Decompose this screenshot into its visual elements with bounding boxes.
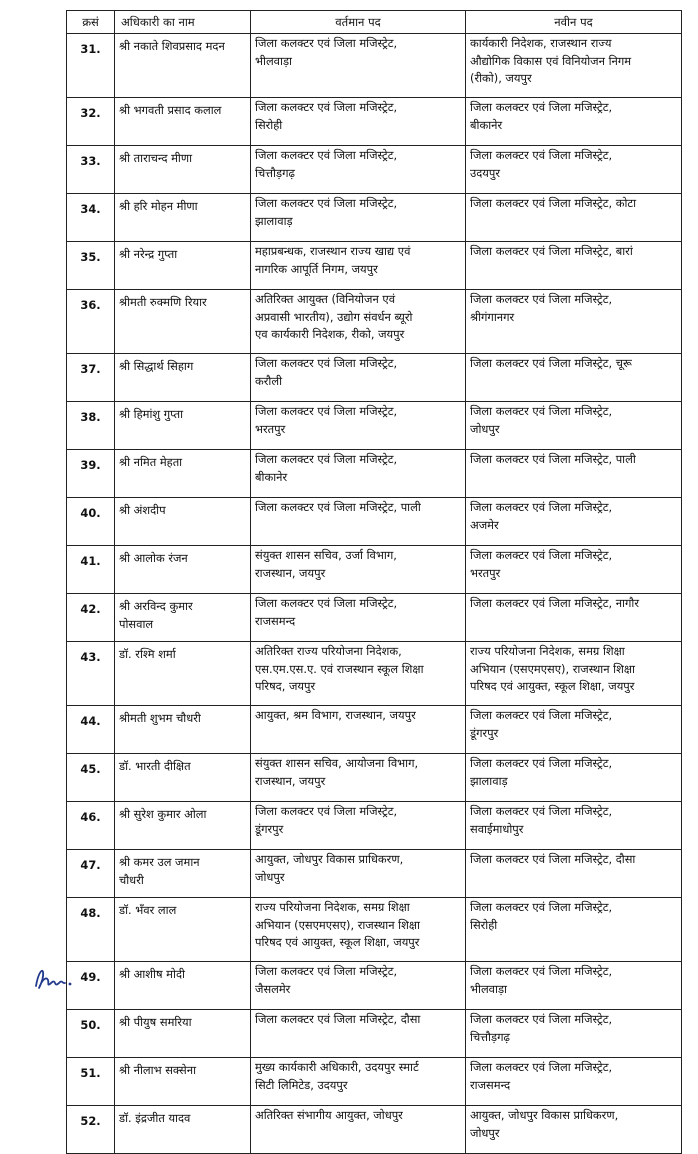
officer-name-line: श्री सिद्धार्थ सिहाग: [119, 359, 194, 373]
new-post-line: डूंगरपुर: [470, 725, 499, 740]
table-row: [67, 498, 682, 546]
current-post-line: परिषद, जयपुर: [255, 679, 316, 693]
new-post-line: सवाईमाधोपुर: [470, 821, 524, 836]
current-post-cell: [251, 1106, 466, 1154]
new-post-line: श्रीगंगानगर: [470, 309, 515, 324]
current-post-cell: [251, 450, 466, 498]
new-post-line: चित्तौड़गढ़: [470, 1029, 510, 1044]
officer-name-line: श्री आशीष मोदी: [119, 967, 185, 981]
serial-number: 31.: [67, 34, 115, 98]
current-post-cell: [251, 962, 466, 1010]
new-post-line: भरतपुर: [470, 565, 501, 580]
table-row: [67, 194, 682, 242]
new-post-line: जिला कलक्टर एवं जिला मजिस्ट्रेट, चूरू: [470, 356, 632, 370]
new-post-cell: [466, 242, 682, 290]
current-post-line: जिला कलक्टर एवं जिला मजिस्ट्रेट,: [255, 36, 398, 50]
current-post-cell: [251, 146, 466, 194]
new-post-cell: [466, 962, 682, 1010]
current-post-line: जिला कलक्टर एवं जिला मजिस्ट्रेट,: [255, 356, 398, 370]
officer-name-line: श्रीमती शुभम चौधरी: [119, 711, 201, 725]
current-post-line: डूंगरपुर: [255, 821, 284, 836]
new-post-cell: [466, 354, 682, 402]
serial-number: 38.: [67, 402, 115, 450]
table-row: [67, 802, 682, 850]
new-post-line: जिला कलक्टर एवं जिला मजिस्ट्रेट,: [470, 404, 613, 418]
current-post-line: संयुक्त शासन सचिव, उर्जा विभाग,: [255, 548, 397, 562]
serial-number: 40.: [67, 498, 115, 546]
new-post-line: जोधपुर: [470, 1125, 500, 1140]
new-post-line: जिला कलक्टर एवं जिला मजिस्ट्रेट, पाली: [470, 452, 636, 466]
officer-name-line: श्री आलोक रंजन: [119, 551, 188, 565]
new-post-cell: [466, 850, 682, 898]
serial-number: 52.: [67, 1106, 115, 1154]
posting-table: [66, 10, 682, 1154]
table-row: [67, 850, 682, 898]
new-post-line: जिला कलक्टर एवं जिला मजिस्ट्रेट, कोटा: [470, 196, 637, 210]
current-post-line: राजस्थान, जयपुर: [255, 565, 326, 580]
new-post-line: जोधपुर: [470, 421, 500, 436]
new-post-line: जिला कलक्टर एवं जिला मजिस्ट्रेट,: [470, 148, 613, 162]
new-post-line: झालावाड़: [470, 773, 508, 788]
table-row: [67, 242, 682, 290]
current-post-cell: [251, 1058, 466, 1106]
officer-name-cell: [115, 98, 251, 146]
officer-name-line: श्री भगवती प्रसाद कलाल: [119, 103, 222, 117]
officer-name-cell: [115, 354, 251, 402]
new-post-cell: [466, 290, 682, 354]
current-post-cell: [251, 1010, 466, 1058]
new-post-line: राज्य परियोजना निदेशक, समग्र शिक्षा: [470, 644, 625, 658]
current-post-line: झालावाड़: [255, 213, 293, 228]
officer-name-cell: [115, 754, 251, 802]
new-post-line: जिला कलक्टर एवं जिला मजिस्ट्रेट,: [470, 964, 613, 978]
current-post-line: जिला कलक्टर एवं जिला मजिस्ट्रेट,: [255, 196, 398, 210]
current-post-line: एव कार्यकारी निदेशक, रीको, जयपुर: [255, 327, 405, 341]
serial-number: 42.: [67, 594, 115, 642]
current-post-line: भरतपुर: [255, 421, 286, 436]
table-row: [67, 290, 682, 354]
officer-name-line: श्रीमती रुक्मणि रियार: [119, 295, 207, 309]
new-post-line: औद्योगिक विकास एवं विनियोजन निगम: [470, 53, 632, 68]
current-post-cell: [251, 290, 466, 354]
current-post-line: नागरिक आपूर्ति निगम, जयपुर: [255, 261, 378, 276]
officer-name-line: डॉ. रश्मि शर्मा: [119, 647, 176, 661]
officer-name-line: श्री हिमांशु गुप्ता: [119, 407, 184, 421]
current-post-line: संयुक्त शासन सचिव, आयोजना विभाग,: [255, 756, 419, 770]
current-post-line: अतिरिक्त संभागीय आयुक्त, जोधपुर: [255, 1108, 403, 1122]
table-row: [67, 354, 682, 402]
new-post-cell: [466, 194, 682, 242]
new-post-line: जिला कलक्टर एवं जिला मजिस्ट्रेट, दौसा: [470, 852, 636, 866]
current-post-line: सिटी लिमिटेड, उदयपुर: [255, 1077, 348, 1092]
officer-name-line: श्री ताराचन्द मीणा: [119, 151, 193, 165]
current-post-cell: [251, 498, 466, 546]
officer-name-cell: [115, 242, 251, 290]
current-post-cell: [251, 354, 466, 402]
serial-number: 36.: [67, 290, 115, 354]
current-post-cell: [251, 754, 466, 802]
new-post-line: परिषद एवं आयुक्त, स्कूल शिक्षा, जयपुर: [470, 679, 635, 693]
current-post-line: जिला कलक्टर एवं जिला मजिस्ट्रेट,: [255, 148, 398, 162]
new-post-line: सिरोही: [470, 917, 498, 932]
officer-name-line: श्री हरि मोहन मीणा: [119, 199, 198, 213]
serial-number: 34.: [67, 194, 115, 242]
officer-name-cell: [115, 850, 251, 898]
serial-number: 44.: [67, 706, 115, 754]
serial-number: 33.: [67, 146, 115, 194]
table-row: [67, 1058, 682, 1106]
officer-name-line: श्री कमर उल जमान: [119, 855, 200, 869]
officer-name-line: श्री सुरेश कुमार ओला: [119, 807, 207, 821]
new-post-line: जिला कलक्टर एवं जिला मजिस्ट्रेट,: [470, 1012, 613, 1026]
officer-name-cell: [115, 146, 251, 194]
new-post-line: उदयपुर: [470, 165, 501, 180]
serial-number: 47.: [67, 850, 115, 898]
new-post-cell: [466, 802, 682, 850]
officer-name-line: श्री पीयुष समरिया: [119, 1015, 192, 1029]
table-body: [67, 34, 682, 1154]
officer-name-cell: [115, 34, 251, 98]
serial-number: 45.: [67, 754, 115, 802]
new-post-cell: [466, 754, 682, 802]
header-new-post: नवीन पद: [466, 11, 682, 34]
table-row: [67, 898, 682, 962]
current-post-cell: [251, 194, 466, 242]
current-post-cell: [251, 402, 466, 450]
officer-name-cell: [115, 498, 251, 546]
officer-name-cell: [115, 402, 251, 450]
new-post-line: जिला कलक्टर एवं जिला मजिस्ट्रेट,: [470, 292, 613, 306]
current-post-line: चित्तौड़गढ़: [255, 165, 295, 180]
current-post-line: राजस्थान, जयपुर: [255, 773, 326, 788]
current-post-cell: [251, 898, 466, 962]
current-post-cell: [251, 594, 466, 642]
current-post-line: जिला कलक्टर एवं जिला मजिस्ट्रेट,: [255, 404, 398, 418]
new-post-line: जिला कलक्टर एवं जिला मजिस्ट्रेट,: [470, 1060, 613, 1074]
table-row: [67, 642, 682, 706]
officer-name-cell: [115, 962, 251, 1010]
officer-name-line: पोसवाल: [119, 616, 154, 631]
serial-number: 39.: [67, 450, 115, 498]
new-post-line: अजमेर: [470, 517, 499, 532]
table-row: [67, 546, 682, 594]
officer-name-line: श्री अंशदीप: [119, 503, 166, 517]
current-post-line: जिला कलक्टर एवं जिला मजिस्ट्रेट,: [255, 596, 398, 610]
new-post-cell: [466, 1058, 682, 1106]
current-post-line: महाप्रबन्धक, राजस्थान राज्य खाद्य एवं: [255, 244, 411, 258]
new-post-cell: [466, 402, 682, 450]
officer-name-line: श्री नमित मेहता: [119, 455, 183, 469]
current-post-line: जिला कलक्टर एवं जिला मजिस्ट्रेट,: [255, 804, 398, 818]
new-post-line: जिला कलक्टर एवं जिला मजिस्ट्रेट, बारां: [470, 244, 633, 258]
serial-number: 37.: [67, 354, 115, 402]
current-post-line: जैसलमेर: [255, 981, 291, 996]
current-post-cell: [251, 802, 466, 850]
new-post-cell: [466, 594, 682, 642]
current-post-cell: [251, 98, 466, 146]
serial-number: 41.: [67, 546, 115, 594]
new-post-line: आयुक्त, जोधपुर विकास प्राधिकरण,: [470, 1108, 619, 1122]
table-row: [67, 962, 682, 1010]
table-row: [67, 706, 682, 754]
officer-name-line: डॉ. भारती दीक्षित: [119, 759, 191, 773]
current-post-cell: [251, 706, 466, 754]
serial-number: 48.: [67, 898, 115, 962]
current-post-line: आयुक्त, श्रम विभाग, राजस्थान, जयपुर: [255, 708, 416, 722]
current-post-cell: [251, 546, 466, 594]
current-post-line: भीलवाड़ा: [255, 53, 293, 68]
officer-name-cell: [115, 642, 251, 706]
new-post-cell: [466, 898, 682, 962]
officer-name-line: श्री नीलाभ सक्सेना: [119, 1063, 197, 1077]
new-post-line: जिला कलक्टर एवं जिला मजिस्ट्रेट,: [470, 756, 613, 770]
current-post-line: बीकानेर: [255, 469, 288, 484]
new-post-cell: [466, 450, 682, 498]
serial-number: 50.: [67, 1010, 115, 1058]
table-row: [67, 450, 682, 498]
current-post-line: अभियान (एसएमएसए), राजस्थान शिक्षा: [255, 917, 420, 932]
serial-number: 43.: [67, 642, 115, 706]
officer-name-line: चौधरी: [119, 872, 144, 887]
new-post-cell: [466, 546, 682, 594]
current-post-line: करौली: [255, 373, 283, 388]
current-post-line: अतिरिक्त राज्य परियोजना निदेशक,: [255, 644, 402, 658]
new-post-cell: [466, 642, 682, 706]
current-post-line: जोधपुर: [255, 869, 285, 884]
officer-name-cell: [115, 706, 251, 754]
current-post-line: जिला कलक्टर एवं जिला मजिस्ट्रेट,: [255, 964, 398, 978]
new-post-line: जिला कलक्टर एवं जिला मजिस्ट्रेट,: [470, 548, 613, 562]
header-current-post: वर्तमान पद: [251, 11, 466, 34]
new-post-line: कार्यकारी निदेशक, राजस्थान राज्य: [470, 36, 612, 50]
current-post-line: अतिरिक्त आयुक्त (विनियोजन एवं: [255, 292, 396, 306]
serial-number: 49.: [67, 962, 115, 1010]
officer-name-cell: [115, 450, 251, 498]
officer-name-line: डॉ. इंद्रजीत यादव: [119, 1111, 191, 1125]
current-post-line: आयुक्त, जोधपुर विकास प्राधिकरण,: [255, 852, 404, 866]
table-row: [67, 1106, 682, 1154]
officer-name-line: डॉ. भँवर लाल: [119, 903, 177, 917]
new-post-cell: [466, 1010, 682, 1058]
table-header-row: [67, 11, 682, 34]
new-post-line: (रीको), जयपुर: [470, 71, 532, 85]
current-post-cell: [251, 850, 466, 898]
current-post-line: जिला कलक्टर एवं जिला मजिस्ट्रेट, पाली: [255, 500, 421, 514]
officer-name-cell: [115, 1058, 251, 1106]
current-post-line: जिला कलक्टर एवं जिला मजिस्ट्रेट,: [255, 452, 398, 466]
officer-name-cell: [115, 898, 251, 962]
officer-name-cell: [115, 1106, 251, 1154]
officer-name-cell: [115, 546, 251, 594]
officer-name-line: श्री नकाते शिवप्रसाद मदन: [119, 39, 225, 53]
new-post-line: बीकानेर: [470, 117, 503, 132]
new-post-line: जिला कलक्टर एवं जिला मजिस्ट्रेट,: [470, 708, 613, 722]
new-post-line: अभियान (एसएमएसए), राजस्थान शिक्षा: [470, 661, 635, 676]
current-post-line: जिला कलक्टर एवं जिला मजिस्ट्रेट,: [255, 100, 398, 114]
new-post-line: जिला कलक्टर एवं जिला मजिस्ट्रेट, नागौर: [470, 596, 640, 610]
current-post-line: मुख्य कार्यकारी अधिकारी, उदयपुर स्मार्ट: [255, 1060, 419, 1074]
table-row: [67, 594, 682, 642]
table-row: [67, 402, 682, 450]
serial-number: 51.: [67, 1058, 115, 1106]
current-post-cell: [251, 34, 466, 98]
serial-number: 46.: [67, 802, 115, 850]
table-row: [67, 34, 682, 98]
new-post-cell: [466, 706, 682, 754]
officer-name-cell: [115, 194, 251, 242]
new-post-cell: [466, 498, 682, 546]
officer-name-line: श्री अरविन्द कुमार: [119, 599, 193, 613]
officer-name-cell: [115, 802, 251, 850]
current-post-line: जिला कलक्टर एवं जिला मजिस्ट्रेट, दौसा: [255, 1012, 421, 1026]
current-post-line: सिरोही: [255, 117, 283, 132]
table-row: [67, 1010, 682, 1058]
new-post-cell: [466, 98, 682, 146]
current-post-cell: [251, 242, 466, 290]
current-post-line: परिषद एवं आयुक्त, स्कूल शिक्षा, जयपुर: [255, 935, 420, 949]
serial-number: 32.: [67, 98, 115, 146]
current-post-line: एस.एम.एस.ए. एवं राजस्थान स्कूल शिक्षा: [255, 661, 424, 676]
table-row: [67, 754, 682, 802]
new-post-line: राजसमन्द: [470, 1077, 511, 1092]
table-row: [67, 98, 682, 146]
serial-number: 35.: [67, 242, 115, 290]
new-post-line: जिला कलक्टर एवं जिला मजिस्ट्रेट,: [470, 100, 613, 114]
handwritten-signature-icon: [30, 960, 78, 996]
table-row: [67, 146, 682, 194]
header-officer-name: अधिकारी का नाम: [115, 11, 251, 34]
new-post-line: जिला कलक्टर एवं जिला मजिस्ट्रेट,: [470, 804, 613, 818]
new-post-line: भीलवाड़ा: [470, 981, 508, 996]
current-post-line: राज्य परियोजना निदेशक, समग्र शिक्षा: [255, 900, 410, 914]
new-post-cell: [466, 1106, 682, 1154]
header-serial: क्रसं: [67, 11, 115, 34]
new-post-cell: [466, 146, 682, 194]
new-post-line: जिला कलक्टर एवं जिला मजिस्ट्रेट,: [470, 500, 613, 514]
officer-name-line: श्री नरेन्द्र गुप्ता: [119, 247, 178, 261]
new-post-line: जिला कलक्टर एवं जिला मजिस्ट्रेट,: [470, 900, 613, 914]
current-post-cell: [251, 642, 466, 706]
new-post-cell: [466, 34, 682, 98]
current-post-line: अप्रवासी भारतीय), उद्योग संवर्धन ब्यूरो: [255, 309, 413, 324]
officer-name-cell: [115, 290, 251, 354]
officer-name-cell: [115, 594, 251, 642]
officer-name-cell: [115, 1010, 251, 1058]
current-post-line: राजसमन्द: [255, 613, 296, 628]
